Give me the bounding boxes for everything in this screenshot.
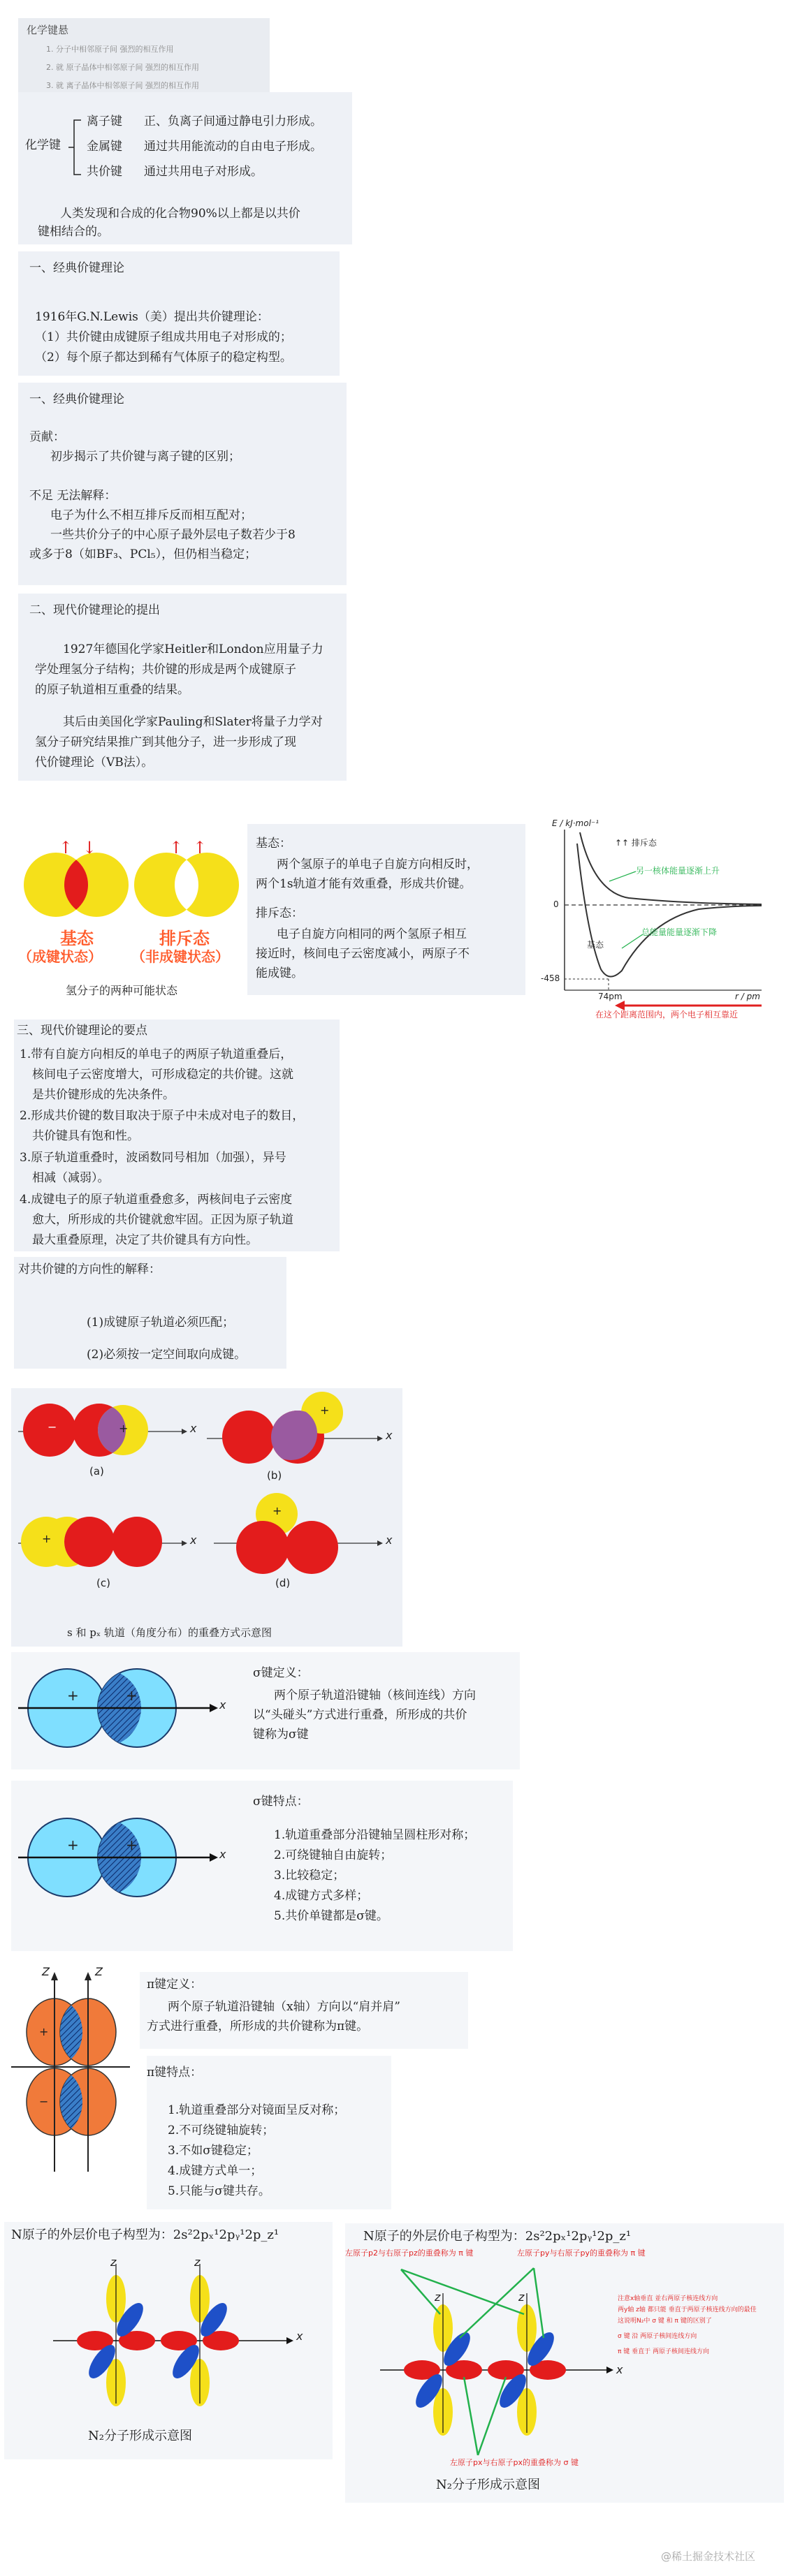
pi-y-annotation: 左原子py与右原子py的重叠称为 π 键	[517, 2249, 646, 2258]
contribution-text: 初步揭示了共价键与离子键的区别；	[50, 450, 240, 464]
key-point-3: 3.原子轨道重叠时，波函数同号相加（加强），异号 相减（减弱）。	[20, 1151, 286, 1185]
deficit-line: 一些共价分子的中心原子最外层电子数若少于8	[50, 528, 296, 542]
n2-caption: N₂分子形成示意图	[436, 2478, 540, 2492]
pi-orbital-figure	[4, 1962, 137, 2186]
ground-state-label: 基态	[60, 929, 94, 948]
plus-sign: +	[39, 2025, 49, 2038]
distance-note: 在这个距离范围内，两个电子相互靠近	[595, 1010, 739, 1020]
ground-title: 基态：	[256, 837, 291, 851]
sigma-def-title: σ键定义：	[253, 1666, 309, 1680]
section-heading: 一、经典价键理论	[29, 392, 124, 406]
n2-left-figure	[4, 2222, 333, 2459]
overlap-b-label: (b)	[267, 1469, 282, 1482]
direction-item: (2)必须按一定空间取向成键。	[87, 1348, 247, 1362]
key-point-2: 2.形成共价键的数目取决于原子中未成对电子的数目， 共价键具有饱和性。	[20, 1109, 305, 1143]
overlap-c-label: (c)	[96, 1577, 110, 1589]
bond-desc-ionic: 正、负离子间通过静电引力形成。	[144, 115, 322, 128]
sigma-def-line: 键称为σ键	[253, 1728, 309, 1742]
z-axis-label: z	[518, 2290, 525, 2304]
overlap-a	[18, 1404, 187, 1457]
axis-x-label: x	[190, 1533, 197, 1547]
z-axis-label: z	[194, 2255, 201, 2269]
toc-item[interactable]: 2. 就 原子晶体中相邻原子间 强烈的相互作用	[46, 63, 199, 72]
plus-sign: +	[126, 1687, 138, 1704]
sigma-feat-list: 1.轨道重叠部分沿键轴呈圆柱形对称； 2.可绕键轴自由旋转； 3.比较稳定； 4.成键方式多样； 5.共价单键都是σ键。	[274, 1828, 476, 1923]
key-points-card	[14, 1020, 340, 1251]
plus-sign: +	[42, 1532, 52, 1545]
n2-right-atom	[161, 2264, 239, 2406]
overlap-b	[207, 1392, 383, 1464]
h2-caption: 氢分子的两种可能状态	[66, 984, 178, 997]
min-energy-tick: -458	[541, 973, 560, 983]
n2-right-svg	[373, 2265, 639, 2461]
plus-sign: +	[119, 1422, 129, 1435]
plus-sign: +	[67, 1837, 79, 1853]
pi-feat-list: 1.轨道重叠部分对镜面呈反对称； 2.不可绕键轴旋转； 3.不如σ键稳定； 4.成键方式单一； 5.只能与σ键共存。	[168, 2103, 346, 2198]
deficit-line: 或多于8（如BF₃、PCl₅），但仍相当稳定；	[29, 547, 257, 561]
plus-sign: +	[320, 1404, 330, 1417]
overlap-a-label: (a)	[89, 1465, 104, 1478]
key-point-1: 1.带有自旋方向相反的单电子的两原子轨道重叠后， 核间电子云密度增大，可形成稳定的共价键。这就 是共价键形成的先决条件。	[20, 1047, 293, 1102]
pi-feat-title: π键特点：	[147, 2066, 203, 2080]
spin-up-icon: ↑	[59, 838, 73, 858]
deficit-line: 电子为什么不相互排斥反而相互配对；	[50, 508, 252, 522]
pi-features-card	[147, 2056, 391, 2209]
z-axis-label: Z	[95, 1965, 103, 1978]
bond-note-1: 人类发现和合成的化合物90%以上都是以共价	[60, 207, 300, 221]
n2-right-figure	[345, 2223, 784, 2503]
energy-curve-figure	[531, 816, 779, 1020]
overlap-caption: s 和 pₓ 轨道（角度分布）的重叠方式示意图	[67, 1626, 272, 1639]
modern-p2: 其后由美国化学家Pauling和Slater将量子力学对 氢分子研究结果推广到其他分子，进一步形成了现 代价键理论（VB法）。	[35, 715, 323, 770]
repel-state-orbitals	[134, 853, 239, 917]
pi-def-line: 两个原子轨道沿键轴（x轴）方向以“肩并肩”	[168, 2000, 400, 2014]
sigma-definition-card	[11, 1652, 520, 1769]
watermark: @稀土掘金技术社区	[661, 2550, 756, 2563]
zero-tick: 0	[553, 899, 559, 909]
axis-x-label: x	[386, 1533, 393, 1547]
direction-item: (1)成键原子轨道必须匹配；	[87, 1316, 235, 1330]
sigma-bond-note: 注意x轴垂直 並右两原子核连线方向 两y轴 z轴 都只能 垂直于两原子核连线方向的最佳 这说明N₂中 σ 键 和 π 键的区别了 σ 键 沿 两原子核间连线方向 π 键 垂直于 两原子核间连线方向	[618, 2295, 757, 2355]
plus-sign: +	[67, 1687, 79, 1704]
n2-left-atom	[77, 2264, 155, 2406]
axis-x-label: x	[190, 1422, 197, 1435]
ground-line: 两个氢原子的单电子自旋方向相反时，	[277, 858, 479, 871]
classic-theory-card	[18, 383, 347, 585]
n2-left-svg	[46, 2257, 298, 2411]
deficit-label: 不足 无法解释：	[29, 489, 117, 503]
lewis-card	[18, 251, 340, 376]
lewis-text: 1916年G.N.Lewis（美）提出共价键理论： （1）共价键由成键原子组成共用电子对形成的； （2）每个原子都达到稀有气体原子的稳定构型。	[35, 310, 292, 365]
bond-label: 化学键	[25, 138, 61, 152]
z-axis-label: Z	[42, 1965, 50, 1978]
modern-theory-card	[18, 594, 347, 781]
bond-types-card	[18, 92, 352, 244]
repel-line: 接近时，核间电子云密度减小，两原子不	[256, 947, 470, 961]
energy-yaxis-label: E / kJ·mol⁻¹	[552, 818, 599, 828]
toc-title: 化学键悬	[27, 24, 69, 36]
axis-x-label: x	[219, 1848, 226, 1861]
sigma-def-line: 以“头碰头”方式进行重叠，所形成的共价	[253, 1708, 467, 1722]
x-axis-label: x	[296, 2330, 303, 2343]
ground-curve-label: 基态	[587, 940, 604, 950]
toc-item[interactable]: 3. 就 离子晶体中相邻原子间 强烈的相互作用	[46, 81, 199, 90]
section-heading: 一、经典价键理论	[29, 261, 124, 275]
repel-line: 电子自旋方向相同的两个氢原子相互	[277, 927, 467, 941]
energy-xaxis-label: r / pm	[735, 992, 760, 1001]
overlap-d	[214, 1493, 383, 1574]
n2-config-title: N原子的外层价电子构型为：2s²2pₓ¹2pᵧ¹2p_z¹	[11, 2228, 279, 2242]
repel-line: 能成键。	[256, 966, 303, 980]
sigma-x-annotation: 左原子px与右原子px的重叠称为 σ 键	[450, 2458, 579, 2467]
repel-curve-label: ↑↑ 排斥态	[615, 838, 657, 848]
direction-title: 对共价键的方向性的解释：	[18, 1263, 161, 1276]
bond-name-metallic: 金属键	[87, 140, 122, 154]
sigma-features-card	[11, 1781, 513, 1951]
plus-sign: +	[272, 1504, 282, 1517]
section-heading: 三、现代价键理论的要点	[17, 1024, 147, 1038]
z-axis-label: z	[435, 2290, 441, 2304]
spin-up-icon: ↑	[193, 838, 208, 858]
overlap-figure	[11, 1388, 402, 1647]
n2-config-title: N原子的外层价电子构型为：2s²2pₓ¹2pᵧ¹2p_z¹	[363, 2229, 632, 2244]
bond-desc-covalent: 通过共用电子对形成。	[144, 165, 263, 179]
z-axis-label: z	[110, 2255, 117, 2269]
sigma-feat-title: σ键特点：	[253, 1795, 309, 1809]
toc-item[interactable]: 1. 分子中相邻原子间 强烈的相互作用	[46, 45, 174, 54]
repel-curve-note: 另一核体能量逐渐上升	[636, 866, 720, 876]
section-heading: 二、现代价键理论的提出	[29, 603, 160, 617]
ground-curve-note: 总能量能量逐渐下降	[641, 927, 718, 937]
h2-states-text	[247, 824, 525, 995]
plus-sign: +	[126, 1837, 138, 1853]
spin-up-icon: ↑	[169, 838, 184, 858]
ground-line: 两个1s轨道才能有效重叠，形成共价键。	[256, 877, 472, 891]
pi-z-annotation: 左原子p2与右原子pz的重叠称为 π 键	[345, 2249, 474, 2258]
min-distance-tick: 74pm	[598, 992, 623, 1001]
overlap-d-label: (d)	[275, 1577, 291, 1589]
modern-p1: 1927年德国化学家Heitler和London应用量子力 学处理氢分子结构；共价键的形成是两个成键原子 的原子轨道相互重叠的结果。	[35, 642, 323, 697]
axis-x-label: x	[219, 1698, 226, 1712]
spin-down-icon: ↓	[82, 838, 97, 858]
bond-desc-metallic: 通过共用能流动的自由电子形成。	[144, 140, 322, 154]
overlap-svg	[11, 1388, 402, 1647]
bond-name-covalent: 共价键	[87, 165, 122, 179]
toc-card	[18, 18, 270, 98]
pi-definition-card	[140, 1972, 468, 2049]
pi-def-title: π键定义：	[147, 1978, 203, 1992]
ground-state-orbitals	[24, 853, 129, 917]
n2-caption: N₂分子形成示意图	[88, 2429, 192, 2443]
contribution-label: 贡献：	[29, 430, 65, 444]
repel-state-label: 排斥态	[159, 929, 210, 948]
bond-name-ionic: 离子键	[87, 115, 122, 128]
repel-title: 排斥态：	[256, 906, 303, 920]
key-point-4: 4.成键电子的原子轨道重叠愈多，两核间电子云密度 愈大，所形成的共价键就愈牢固。正因为原子轨道 最大重叠原理，决定了共价键具有方向性。	[20, 1193, 293, 1247]
sigma-orbital-svg	[11, 1652, 242, 1769]
pi-orbital-svg	[4, 1962, 137, 2186]
direction-card	[14, 1257, 286, 1369]
pi-def-line: 方式进行重叠，所形成的共价键称为π键。	[147, 2019, 369, 2033]
repel-state-sub: （非成键状态）	[131, 948, 229, 965]
axis-x-label: x	[386, 1429, 393, 1442]
x-axis-label: x	[616, 2363, 623, 2376]
h2-states-figure	[14, 818, 245, 1008]
minus-sign: −	[48, 1420, 57, 1434]
bond-note-2: 键相结合的。	[38, 225, 109, 239]
brace-icon	[67, 117, 82, 177]
sigma-def-line: 两个原子轨道沿键轴（核间连线）方向	[274, 1688, 476, 1702]
minus-sign: −	[39, 2095, 49, 2108]
ground-state-sub: （成键状态）	[18, 948, 102, 965]
n2-right-atom	[488, 2293, 566, 2436]
